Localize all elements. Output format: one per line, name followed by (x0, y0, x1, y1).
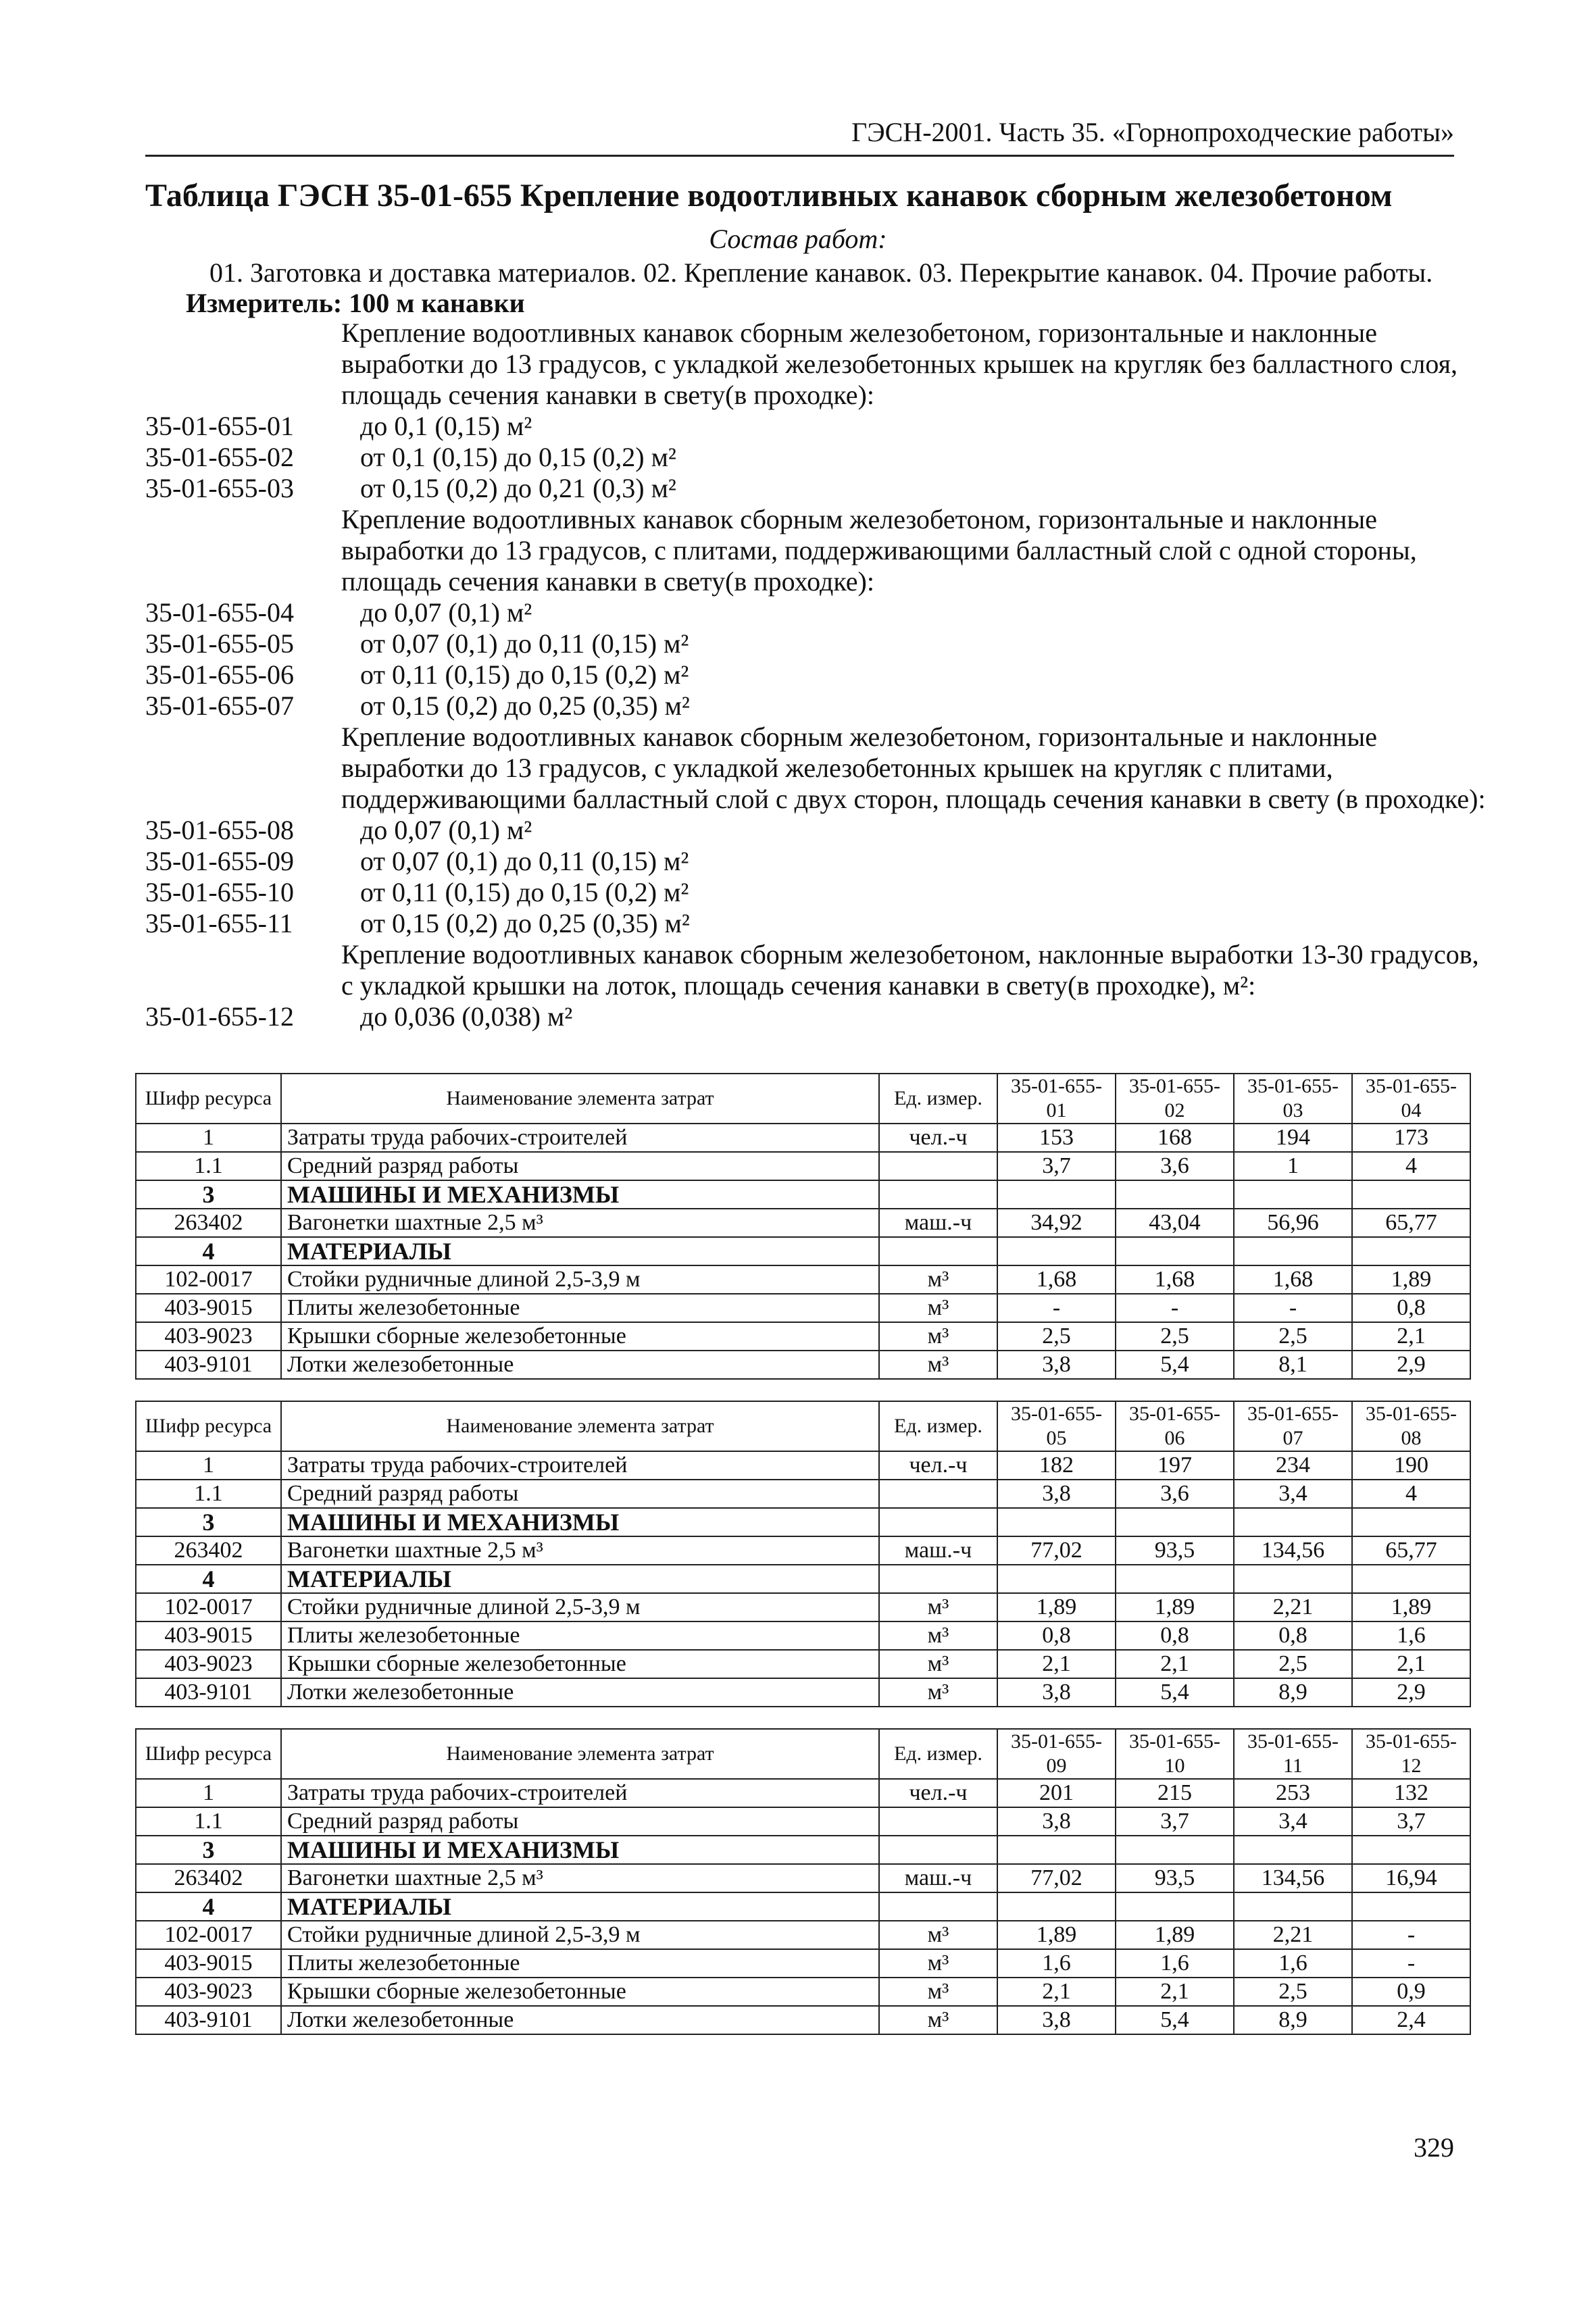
value-cell: 3,7 (997, 1152, 1116, 1180)
value-cell: 2,5 (1234, 1978, 1352, 2006)
table-row (136, 1779, 1470, 1807)
value-cell (1234, 1180, 1352, 1209)
value-cell: 8,1 (1234, 1351, 1352, 1379)
resource-code: 4 (136, 1237, 281, 1265)
item-row (145, 442, 1463, 473)
value-cell (1234, 1237, 1352, 1265)
resource-code: 4 (136, 1892, 281, 1921)
value-cell (1234, 1508, 1352, 1536)
resource-code: 403-9023 (136, 1322, 281, 1351)
unit-cell: маш.-ч (879, 1209, 997, 1237)
item-code: 35-01-655-11 (145, 908, 293, 938)
value-cell: 194 (1234, 1124, 1352, 1152)
unit-cell (879, 1565, 997, 1593)
unit-cell: м³ (879, 1949, 997, 1978)
resource-name: Стойки рудничные длиной 2,5-3,9 м (281, 1921, 879, 1949)
item-row (145, 597, 1463, 628)
item-code: 35-01-655-12 (145, 1001, 294, 1032)
item-row (145, 473, 1463, 504)
value-cell: 2,5 (1116, 1322, 1234, 1351)
value-cell (997, 1836, 1116, 1864)
resource-name: Плиты железобетонные (281, 1294, 879, 1322)
value-cell: 201 (997, 1779, 1116, 1807)
resource-name: Лотки железобетонные (281, 1678, 879, 1707)
section-row (136, 1565, 1470, 1593)
resource-code: 263402 (136, 1536, 281, 1565)
value-cell: 34,92 (997, 1209, 1116, 1237)
unit-cell (879, 1237, 997, 1265)
header-norm-code: 35-01-655-11 (1234, 1729, 1352, 1779)
item-row (145, 1001, 1463, 1032)
resource-code: 102-0017 (136, 1265, 281, 1294)
header-unit: Ед. измер. (879, 1074, 997, 1124)
value-cell: 16,94 (1352, 1864, 1470, 1892)
value-cell: 1,6 (1234, 1949, 1352, 1978)
table-row (136, 1864, 1470, 1892)
value-cell: 3,8 (997, 1351, 1116, 1379)
value-cell: - (1352, 1949, 1470, 1978)
item-code: 35-01-655-01 (145, 411, 294, 441)
value-cell: 132 (1352, 1779, 1470, 1807)
unit-cell: м³ (879, 1322, 997, 1351)
item-text: от 0,1 (0,15) до 0,15 (0,2) м² (360, 442, 676, 472)
value-cell (997, 1180, 1116, 1209)
header-code: Шифр ресурса (136, 1401, 281, 1451)
value-cell: 3,7 (1116, 1807, 1234, 1836)
section-row (136, 1237, 1470, 1265)
resource-name: Плиты железобетонные (281, 1621, 879, 1650)
value-cell: - (1234, 1294, 1352, 1322)
header-name: Наименование элемента затрат (281, 1074, 879, 1124)
norm-table-3 (135, 1728, 1471, 2035)
value-cell (1352, 1836, 1470, 1864)
header-norm-code: 35-01-655-05 (997, 1401, 1116, 1451)
header-row (136, 1729, 1470, 1779)
value-cell: 1,68 (1234, 1265, 1352, 1294)
value-cell: 77,02 (997, 1864, 1116, 1892)
value-cell: 2,9 (1352, 1678, 1470, 1707)
item-row (145, 411, 1463, 442)
section-row (136, 1836, 1470, 1864)
value-cell (1116, 1836, 1234, 1864)
resource-code: 102-0017 (136, 1921, 281, 1949)
value-cell: 168 (1116, 1124, 1234, 1152)
header-norm-code: 35-01-655-09 (997, 1729, 1116, 1779)
item-code: 35-01-655-10 (145, 877, 294, 907)
resource-code: 1 (136, 1779, 281, 1807)
resource-code: 403-9015 (136, 1621, 281, 1650)
value-cell (1352, 1892, 1470, 1921)
unit-cell (879, 1480, 997, 1508)
header-norm-code: 35-01-655-12 (1352, 1729, 1470, 1779)
header-norm-code: 35-01-655-08 (1352, 1401, 1470, 1451)
resource-name: Вагонетки шахтные 2,5 м³ (281, 1864, 879, 1892)
value-cell: 77,02 (997, 1536, 1116, 1565)
value-cell: 1,68 (997, 1265, 1116, 1294)
value-cell: 0,8 (1352, 1294, 1470, 1322)
section-row (136, 1180, 1470, 1209)
unit-cell: м³ (879, 1678, 997, 1707)
header-code: Шифр ресурса (136, 1729, 281, 1779)
unit-cell: м³ (879, 1621, 997, 1650)
value-cell: 5,4 (1116, 2006, 1234, 2034)
value-cell: 3,4 (1234, 1807, 1352, 1836)
value-cell: 1,89 (1116, 1921, 1234, 1949)
value-cell: 3,7 (1352, 1807, 1470, 1836)
resource-code: 1.1 (136, 1480, 281, 1508)
value-cell: 2,4 (1352, 2006, 1470, 2034)
unit-cell: м³ (879, 1593, 997, 1621)
resource-code: 1 (136, 1451, 281, 1480)
resource-name: МАШИНЫ И МЕХАНИЗМЫ (281, 1836, 879, 1864)
value-cell: 234 (1234, 1451, 1352, 1480)
item-text: от 0,11 (0,15) до 0,15 (0,2) м² (360, 659, 689, 690)
resource-code: 403-9023 (136, 1978, 281, 2006)
header-norm-code: 35-01-655-01 (997, 1074, 1116, 1124)
table-row (136, 1480, 1470, 1508)
table-row (136, 1921, 1470, 1949)
running-header: ГЭСН-2001. Часть 35. «Горнопроходческие работы» (145, 116, 1454, 157)
table-row (136, 1536, 1470, 1565)
unit-cell: м³ (879, 1351, 997, 1379)
item-row (145, 659, 1463, 690)
value-cell: 173 (1352, 1124, 1470, 1152)
value-cell: 1,89 (997, 1921, 1116, 1949)
item-code: 35-01-655-03 (145, 473, 294, 503)
item-code: 35-01-655-02 (145, 442, 294, 472)
table-row (136, 1451, 1470, 1480)
resource-code: 4 (136, 1565, 281, 1593)
value-cell: 1,89 (1116, 1593, 1234, 1621)
value-cell (1116, 1565, 1234, 1593)
measure-unit: Измеритель: 100 м канавки (186, 288, 525, 318)
unit-cell (879, 1508, 997, 1536)
value-cell: - (1116, 1294, 1234, 1322)
resource-name: Вагонетки шахтные 2,5 м³ (281, 1536, 879, 1565)
item-text: от 0,07 (0,1) до 0,11 (0,15) м² (360, 628, 689, 659)
unit-cell: чел.-ч (879, 1124, 997, 1152)
value-cell (997, 1237, 1116, 1265)
resource-name: МАШИНЫ И МЕХАНИЗМЫ (281, 1508, 879, 1536)
value-cell: 0,9 (1352, 1978, 1470, 2006)
header-norm-code: 35-01-655-10 (1116, 1729, 1234, 1779)
value-cell: 2,5 (997, 1322, 1116, 1351)
value-cell: 253 (1234, 1779, 1352, 1807)
group-description: Крепление водоотливных канавок сборным железобетоном, горизонтальные и наклонные выработки до 13 градусов, с плитами, поддерживающими балластный слой с одной стороны, площадь сечения канавки в свету(в проходке): (341, 504, 1417, 597)
value-cell (1116, 1892, 1234, 1921)
value-cell: 43,04 (1116, 1209, 1234, 1237)
resource-name: МАТЕРИАЛЫ (281, 1565, 879, 1593)
value-cell: 1,89 (1352, 1265, 1470, 1294)
unit-cell: м³ (879, 1978, 997, 2006)
works-text: 01. Заготовка и доставка материалов. 02. Крепление канавок. 03. Перекрытие канавок. 04. Прочие работы. (209, 257, 1433, 288)
value-cell: 0,8 (1234, 1621, 1352, 1650)
value-cell: 5,4 (1116, 1678, 1234, 1707)
unit-cell: м³ (879, 2006, 997, 2034)
item-code: 35-01-655-08 (145, 815, 294, 845)
header-name: Наименование элемента затрат (281, 1729, 879, 1779)
value-cell: 3,6 (1116, 1152, 1234, 1180)
value-cell: 182 (997, 1451, 1116, 1480)
value-cell: 1 (1234, 1152, 1352, 1180)
resource-name: Средний разряд работы (281, 1480, 879, 1508)
value-cell: 0,8 (1116, 1621, 1234, 1650)
value-cell: 2,1 (1116, 1650, 1234, 1678)
table-row (136, 2006, 1470, 2034)
value-cell: 2,21 (1234, 1593, 1352, 1621)
item-row (145, 846, 1463, 877)
table-row (136, 1807, 1470, 1836)
resource-name: Крышки сборные железобетонные (281, 1650, 879, 1678)
section-row (136, 1892, 1470, 1921)
resource-code: 263402 (136, 1209, 281, 1237)
resource-code: 1.1 (136, 1807, 281, 1836)
value-cell: 1,89 (997, 1593, 1116, 1621)
unit-cell: чел.-ч (879, 1779, 997, 1807)
value-cell (1352, 1180, 1470, 1209)
resource-name: Крышки сборные железобетонные (281, 1978, 879, 2006)
value-cell (1116, 1180, 1234, 1209)
table-row (136, 1621, 1470, 1650)
value-cell: 3,4 (1234, 1480, 1352, 1508)
value-cell: 2,5 (1234, 1322, 1352, 1351)
unit-cell (879, 1152, 997, 1180)
header-norm-code: 35-01-655-07 (1234, 1401, 1352, 1451)
value-cell: 2,1 (1352, 1322, 1470, 1351)
value-cell: 3,8 (997, 1480, 1116, 1508)
unit-cell: маш.-ч (879, 1864, 997, 1892)
value-cell (1352, 1508, 1470, 1536)
item-row (145, 628, 1463, 659)
group-description: Крепление водоотливных канавок сборным железобетоном, горизонтальные и наклонные выработки до 13 градусов, с укладкой железобетонных крышек на кругляк без балластного слоя, площадь сечения канавки в свету(в проходке): (341, 318, 1458, 410)
value-cell: 1,6 (1116, 1949, 1234, 1978)
value-cell: 2,1 (1116, 1978, 1234, 2006)
value-cell: 2,5 (1234, 1650, 1352, 1678)
section-row (136, 1508, 1470, 1536)
resource-code: 403-9023 (136, 1650, 281, 1678)
item-code: 35-01-655-07 (145, 690, 294, 721)
unit-cell: м³ (879, 1921, 997, 1949)
item-code: 35-01-655-06 (145, 659, 294, 690)
item-code: 35-01-655-04 (145, 597, 294, 628)
value-cell: 3,8 (997, 1678, 1116, 1707)
table-row (136, 1209, 1470, 1237)
group-description: Крепление водоотливных канавок сборным железобетоном, горизонтальные и наклонные выработки до 13 градусов, с укладкой железобетонных крышек на кругляк с плитами, поддерживающими балластный слой с двух сторон, площадь сечения канавки в свету (в проходке): (341, 722, 1486, 814)
unit-cell: чел.-ч (879, 1451, 997, 1480)
table-row (136, 1949, 1470, 1978)
value-cell: 8,9 (1234, 2006, 1352, 2034)
works-heading: Состав работ: (709, 224, 887, 254)
item-text: до 0,07 (0,1) м² (360, 815, 532, 845)
page-number: 329 (1414, 2132, 1454, 2163)
value-cell: 215 (1116, 1779, 1234, 1807)
value-cell (1234, 1836, 1352, 1864)
value-cell: 93,5 (1116, 1536, 1234, 1565)
resource-name: Лотки железобетонные (281, 2006, 879, 2034)
table-row (136, 1152, 1470, 1180)
value-cell (1352, 1237, 1470, 1265)
table-row (136, 1322, 1470, 1351)
items-list (145, 318, 1486, 1032)
value-cell: 134,56 (1234, 1536, 1352, 1565)
resource-name: Вагонетки шахтные 2,5 м³ (281, 1209, 879, 1237)
value-cell: 0,8 (997, 1621, 1116, 1650)
value-cell: 4 (1352, 1152, 1470, 1180)
resource-name: Плиты железобетонные (281, 1949, 879, 1978)
unit-cell (879, 1807, 997, 1836)
resource-code: 263402 (136, 1864, 281, 1892)
value-cell (997, 1565, 1116, 1593)
value-cell (1234, 1565, 1352, 1593)
item-text: до 0,036 (0,038) м² (360, 1001, 573, 1032)
header-row (136, 1074, 1470, 1124)
item-text: от 0,11 (0,15) до 0,15 (0,2) м² (360, 877, 689, 907)
value-cell: 8,9 (1234, 1678, 1352, 1707)
value-cell (997, 1892, 1116, 1921)
item-row (145, 690, 1463, 722)
resource-code: 403-9101 (136, 1351, 281, 1379)
item-text: от 0,15 (0,2) до 0,25 (0,35) м² (360, 908, 690, 938)
value-cell: 134,56 (1234, 1864, 1352, 1892)
resource-name: Затраты труда рабочих-строителей (281, 1451, 879, 1480)
value-cell (997, 1508, 1116, 1536)
value-cell (1234, 1892, 1352, 1921)
header-unit: Ед. измер. (879, 1729, 997, 1779)
resource-code: 1.1 (136, 1152, 281, 1180)
value-cell: 4 (1352, 1480, 1470, 1508)
header-name: Наименование элемента затрат (281, 1401, 879, 1451)
norm-table-2 (135, 1401, 1471, 1707)
value-cell: 2,9 (1352, 1351, 1470, 1379)
header-norm-code: 35-01-655-03 (1234, 1074, 1352, 1124)
unit-cell: м³ (879, 1294, 997, 1322)
value-cell (1116, 1237, 1234, 1265)
resource-name: МАШИНЫ И МЕХАНИЗМЫ (281, 1180, 879, 1209)
value-cell: 1,6 (1352, 1621, 1470, 1650)
resource-code: 403-9015 (136, 1949, 281, 1978)
resource-name: МАТЕРИАЛЫ (281, 1237, 879, 1265)
item-row (145, 908, 1463, 939)
value-cell: 93,5 (1116, 1864, 1234, 1892)
resource-name: Затраты труда рабочих-строителей (281, 1779, 879, 1807)
unit-cell: маш.-ч (879, 1536, 997, 1565)
item-text: от 0,15 (0,2) до 0,21 (0,3) м² (360, 473, 676, 503)
item-text: до 0,07 (0,1) м² (360, 597, 532, 628)
value-cell: 190 (1352, 1451, 1470, 1480)
table-row (136, 1978, 1470, 2006)
item-text: от 0,07 (0,1) до 0,11 (0,15) м² (360, 846, 689, 876)
table-row (136, 1265, 1470, 1294)
resource-code: 403-9101 (136, 1678, 281, 1707)
value-cell: 153 (997, 1124, 1116, 1152)
item-text: до 0,1 (0,15) м² (360, 411, 532, 441)
value-cell: 1,68 (1116, 1265, 1234, 1294)
table-row (136, 1678, 1470, 1707)
header-norm-code: 35-01-655-02 (1116, 1074, 1234, 1124)
value-cell: 1,89 (1352, 1593, 1470, 1621)
item-code: 35-01-655-05 (145, 628, 294, 659)
item-row (145, 877, 1463, 908)
resource-code: 3 (136, 1836, 281, 1864)
value-cell: 2,1 (1352, 1650, 1470, 1678)
resource-code: 3 (136, 1180, 281, 1209)
value-cell: 3,8 (997, 2006, 1116, 2034)
group-description: Крепление водоотливных канавок сборным железобетоном, наклонные выработки 13-30 градусов, с укладкой крышки на лоток, площадь сечения канавки в свету(в проходке), м²: (341, 939, 1479, 1001)
value-cell: - (997, 1294, 1116, 1322)
value-cell: 3,8 (997, 1807, 1116, 1836)
table-row (136, 1650, 1470, 1678)
value-cell: 1,6 (997, 1949, 1116, 1978)
unit-cell: м³ (879, 1265, 997, 1294)
value-cell: 3,6 (1116, 1480, 1234, 1508)
header-norm-code: 35-01-655-04 (1352, 1074, 1470, 1124)
item-code: 35-01-655-09 (145, 846, 294, 876)
resource-name: Затраты труда рабочих-строителей (281, 1124, 879, 1152)
resource-code: 403-9101 (136, 2006, 281, 2034)
value-cell: 5,4 (1116, 1351, 1234, 1379)
resource-code: 3 (136, 1508, 281, 1536)
value-cell: 2,1 (997, 1650, 1116, 1678)
unit-cell (879, 1892, 997, 1921)
unit-cell: м³ (879, 1650, 997, 1678)
resource-name: Стойки рудничные длиной 2,5-3,9 м (281, 1593, 879, 1621)
unit-cell (879, 1180, 997, 1209)
resource-name: Лотки железобетонные (281, 1351, 879, 1379)
unit-cell (879, 1836, 997, 1864)
header-norm-code: 35-01-655-06 (1116, 1401, 1234, 1451)
resource-name: Средний разряд работы (281, 1807, 879, 1836)
norm-table-1 (135, 1073, 1471, 1380)
header-unit: Ед. измер. (879, 1401, 997, 1451)
resource-code: 403-9015 (136, 1294, 281, 1322)
table-row (136, 1124, 1470, 1152)
resource-code: 102-0017 (136, 1593, 281, 1621)
table-row (136, 1351, 1470, 1379)
header-code: Шифр ресурса (136, 1074, 281, 1124)
resource-name: Средний разряд работы (281, 1152, 879, 1180)
value-cell: 65,77 (1352, 1209, 1470, 1237)
value-cell: 56,96 (1234, 1209, 1352, 1237)
resource-code: 1 (136, 1124, 281, 1152)
item-text: от 0,15 (0,2) до 0,25 (0,35) м² (360, 690, 690, 721)
table-title: Таблица ГЭСН 35-01-655 Крепление водоотливных канавок сборным железобетоном (145, 178, 1393, 213)
item-row (145, 815, 1463, 846)
value-cell: - (1352, 1921, 1470, 1949)
resource-name: Крышки сборные железобетонные (281, 1322, 879, 1351)
table-row (136, 1294, 1470, 1322)
table-row (136, 1593, 1470, 1621)
header-row (136, 1401, 1470, 1451)
value-cell: 2,21 (1234, 1921, 1352, 1949)
resource-name: Стойки рудничные длиной 2,5-3,9 м (281, 1265, 879, 1294)
resource-name: МАТЕРИАЛЫ (281, 1892, 879, 1921)
value-cell (1116, 1508, 1234, 1536)
value-cell: 197 (1116, 1451, 1234, 1480)
value-cell (1352, 1565, 1470, 1593)
value-cell: 65,77 (1352, 1536, 1470, 1565)
value-cell: 2,1 (997, 1978, 1116, 2006)
